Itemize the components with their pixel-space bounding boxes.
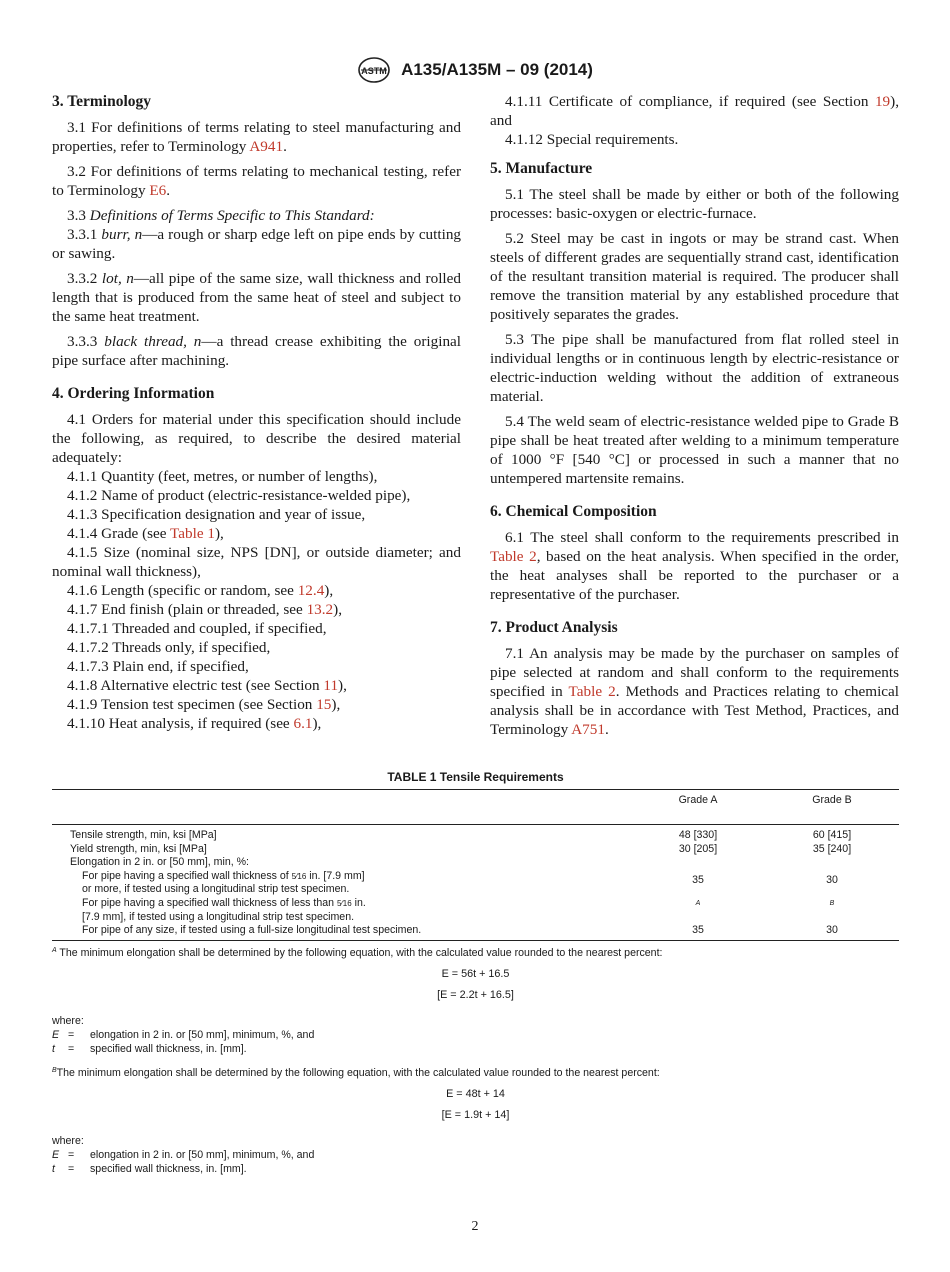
paragraph-7-1: 7.1 An analysis may be made by the purchaser on samples of pipe selected at random and shall conform to the requirements specified in Table 2. Methods and Practices relating to chemical analysis shall be in accordance with Test Method, Practices, and Terminology A751. <box>490 645 899 738</box>
link-6-1[interactable]: 6.1 <box>293 715 313 732</box>
paragraph-5-4: 5.4 The weld seam of electric-resistance welded pipe to Grade B pipe shall be heat treated after welding to a minimum temperature of 1000 °F [540 °C] or processed in such a manner that no untempered martensite remains. <box>490 413 899 487</box>
definition-t: t = specified wall thickness, in. [mm]. <box>52 1043 247 1055</box>
section-7-heading: 7. Product Analysis <box>490 619 618 636</box>
list-item: 4.1.7.1 Threaded and coupled, if specified, <box>67 620 327 637</box>
link-a751[interactable]: A751 <box>571 721 605 738</box>
table-row: For pipe of any size, if tested using a full-size longitudinal test specimen. 35 30 <box>52 924 899 940</box>
footnote-b: $^B$The minimum elongation shall be determined by the following equation, with the calculated value rounded to the nearest percent: <box>52 1067 660 1079</box>
paragraph-3-3: 3.3 Definitions of Terms Specific to This Standard: <box>67 207 375 224</box>
paragraph-3-3-3: 3.3.3 black thread, n—a thread crease exhibiting the original pipe surface after machining. <box>52 333 462 369</box>
table-row: For pipe having a specified wall thickness of less than 5⁄16 in. [7.9 mm], if tested using a longitudinal strip test specimen. $^A$ $^B$ <box>82 896 835 923</box>
paragraph-3-3-1: 3.3.1 burr, n—a rough or sharp edge left on pipe ends by cutting or sawing. <box>52 226 462 262</box>
left-column <box>52 92 461 733</box>
link-section-19[interactable]: 19 <box>874 93 891 110</box>
list-item: 4.1.4 Grade (see Table 1), <box>67 525 224 542</box>
paragraph-3-2: 3.2 For definitions of terms relating to mechanical testing, refer to Terminology E6. <box>52 163 461 199</box>
link-12-4[interactable]: 12.4 <box>297 582 325 599</box>
paragraph-5-3: 5.3 The pipe shall be manufactured from flat rolled steel in individual lengths or in continuous length by electric-resistance or electric-induction welding without the addition of extraneous material. <box>490 331 899 405</box>
document-designation: A135/A135M – 09 (2014) <box>401 60 593 79</box>
paragraph-3-3-2: 3.3.2 lot, n—all pipe of the same size, wall thickness and rolled length that is produced from the same heat of steel and subject to the same heat treatment. <box>52 270 461 325</box>
list-item: 4.1.5 Size (nominal size, NPS [DN], or outside diameter; and nominal wall thickness), <box>52 544 461 580</box>
section-6-heading: 6. Chemical Composition <box>490 503 657 520</box>
link-a941[interactable]: A941 <box>249 138 284 155</box>
list-item: 4.1.6 Length (specific or random, see 12.4), <box>67 582 334 599</box>
footnote-a: $^A$ The minimum elongation shall be determined by the following equation, with the calculated value rounded to the nearest percent: <box>52 947 663 959</box>
link-e6[interactable]: E6 <box>149 182 167 199</box>
table-row: Tensile strength, min, ksi [MPa] 48 [330] 60 [415] <box>70 829 852 841</box>
paragraph-6-1: 6.1 The steel shall conform to the requirements prescribed in Table 2, based on the heat analysis. When specified in the order, the heat analyses shall be reported to the purchaser or a representative of the purchaser. <box>490 529 899 603</box>
table-caption: TABLE 1 Tensile Requirements <box>387 770 564 784</box>
definition-e: E = elongation in 2 in. or [50 mm], minimum, %, and <box>52 1149 315 1161</box>
list-item: 4.1.3 Specification designation and year of issue, <box>67 506 366 523</box>
paragraph-5-2: 5.2 Steel may be cast in ingots or may be strand cast. When steels of different grades are sequentially strand cast, identification of the resultant transition material is required. The producer shall remove the transition material by any established procedure that positively separates the grades. <box>490 230 899 323</box>
list-item: 4.1.2 Name of product (electric-resistance-welded pipe), <box>67 487 411 504</box>
link-13-2[interactable]: 13.2 <box>306 601 334 618</box>
link-table-2[interactable]: Table 2 <box>490 548 537 565</box>
section-5-heading: 5. Manufacture <box>490 160 593 177</box>
link-table-2[interactable]: Table 2 <box>568 683 616 700</box>
page-number: 2 <box>471 1219 479 1234</box>
paragraph-3-1: 3.1 For definitions of terms relating to steel manufacturing and properties, refer to Terminology A941. <box>52 119 461 155</box>
equation-a-si: [E = 2.2t + 16.5] <box>437 989 514 1001</box>
svg-text:ASTM: ASTM <box>361 66 387 76</box>
list-item: 4.1.7.2 Threads only, if specified, <box>67 639 271 656</box>
paragraph-5-1: 5.1 The steel shall be made by either or both of the following processes: basic-oxygen or electric-furnace. <box>490 186 899 222</box>
list-item: 4.1.7 End finish (plain or threaded, see 13.2), <box>67 601 342 618</box>
table-footnotes: $^A$ The minimum elongation shall be determined by the following equation, with the calculated value rounded to the nearest percent: E = 56t + 16.5 [E = 2.2t + 16.5] where: E = elongation in 2 in. or [50 mm], minimum, %, and t = specified wall thickness, in. [mm]. $^B$The minimum elongation shall be determined by the following equation, with the calculated value rounded to the nearest percent: E = 48t + 14 [E = 1.9t + 14] where: E = elongation in 2 in. or [50 mm], minimum, %, and t = specified wall thickness, in. [mm]. <box>52 944 899 1176</box>
table-row: Elongation in 2 in. or [50 mm], min, %: <box>70 856 249 869</box>
section-4-heading: 4. Ordering Information <box>52 385 215 402</box>
equation-a-us: E = 56t + 16.5 <box>441 968 510 980</box>
link-section-11[interactable]: 11 <box>323 677 339 694</box>
list-item: 4.1.10 Heat analysis, if required (see 6.1), <box>67 715 322 732</box>
link-section-15[interactable]: 15 <box>316 696 332 713</box>
column-header-grade-a: Grade A <box>678 794 718 806</box>
list-item: 4.1.12 Special requirements. <box>505 131 679 148</box>
list-item: 4.1.9 Tension test specimen (see Section 15), <box>67 696 341 713</box>
astm-logo <box>357 56 391 84</box>
page-header <box>0 56 950 84</box>
column-header-grade-b: Grade B <box>812 794 852 806</box>
table-row: Yield strength, min, ksi [MPa] 30 [205] 35 [240] <box>70 842 852 855</box>
list-item: 4.1.7.3 Plain end, if specified, <box>67 658 249 675</box>
section-3-heading: 3. Terminology <box>52 93 152 110</box>
list-item: 4.1.8 Alternative electric test (see Section 11), <box>67 677 347 694</box>
definition-t: t = specified wall thickness, in. [mm]. <box>52 1163 247 1175</box>
footnote-ref-a: A <box>695 899 701 907</box>
table-1 <box>52 770 899 941</box>
right-column <box>490 92 899 745</box>
footnote-ref-b: B <box>829 899 835 907</box>
list-item: 4.1.11 Certificate of compliance, if required (see Section 19), and <box>490 93 899 129</box>
definition-e: E = elongation in 2 in. or [50 mm], minimum, %, and <box>52 1029 315 1041</box>
equation-b-si: [E = 1.9t + 14] <box>441 1109 510 1121</box>
paragraph-4-1: 4.1 Orders for material under this specification should include the following, as required, to describe the desired material adequately: <box>52 411 461 466</box>
link-table-1[interactable]: Table 1 <box>170 525 215 542</box>
table-row: For pipe having a specified wall thickness of 5⁄16 in. [7.9 mm] or more, if tested using a longitudinal strip test specimen. 35 30 <box>82 869 838 896</box>
equation-b-us: E = 48t + 14 <box>446 1088 505 1100</box>
list-item: 4.1.1 Quantity (feet, metres, or number of lengths), <box>67 468 378 485</box>
